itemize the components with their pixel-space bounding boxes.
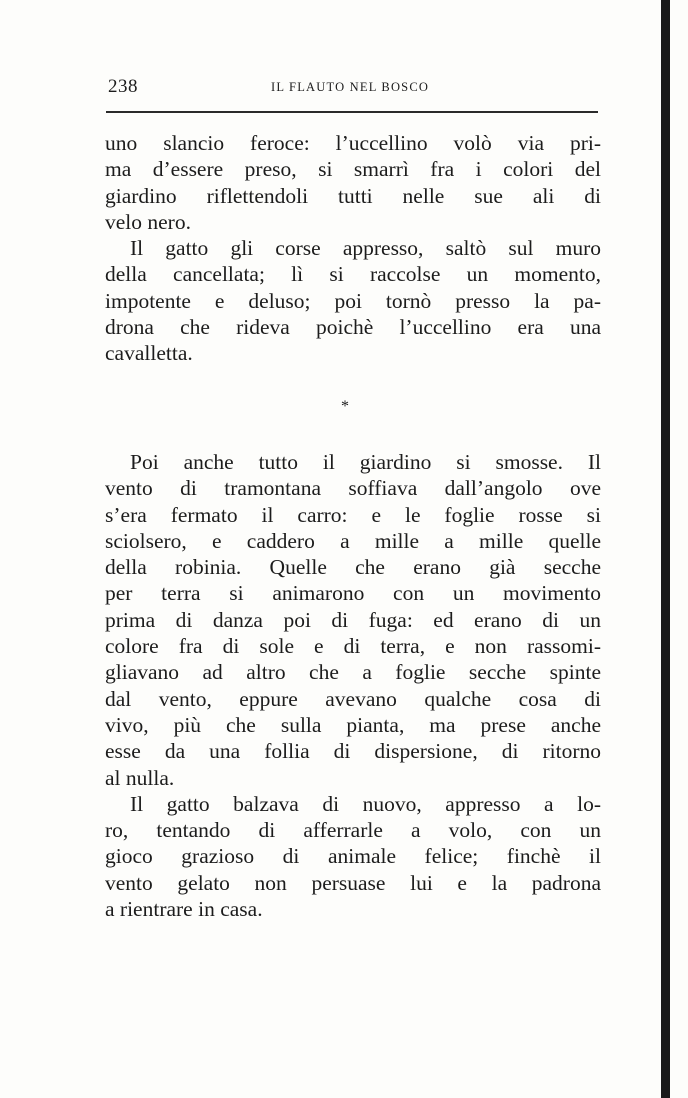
text-line: gliavano ad altro che a foglie secche spinte (105, 660, 601, 685)
text-line: al nulla. (105, 765, 175, 790)
text-line: vivo, più che sulla pianta, ma prese anche (105, 712, 601, 737)
text-line: s’era fermato il carro: e le foglie rosse si (105, 502, 601, 527)
text-line: ma d’essere preso, si smarrì fra i colori del (105, 157, 601, 182)
text-line: Il gatto balzava di nuovo, appresso a lo- (130, 791, 601, 816)
page-number: 238 (108, 76, 138, 97)
header-rule (106, 111, 598, 113)
text-line: vento gelato non persuase lui e la padrona (105, 870, 601, 895)
text-line: esse da una follia di dispersione, di ritorno (105, 739, 601, 764)
running-title: IL FLAUTO NEL BOSCO (271, 80, 430, 94)
text-line: giardino riflettendoli tutti nelle sue ali di (105, 183, 601, 208)
text-line: Poi anche tutto il giardino si smosse. Il (130, 450, 601, 474)
text-line: drona che rideva poichè l’uccellino era una (105, 315, 601, 340)
page-edge-shadow (661, 0, 670, 1098)
text-line: Il gatto gli corse appresso, saltò sul muro (130, 236, 601, 261)
section-break-asterisk: * (341, 398, 349, 415)
text-line: ro, tentando di afferrarle a volo, con un (105, 818, 601, 843)
text-line: velo nero. (105, 209, 191, 234)
text-line: gioco grazioso di animale felice; finchè il (105, 844, 601, 869)
text-line: cavalletta. (105, 341, 193, 366)
text-line: impotente e deluso; poi tornò presso la pa- (105, 288, 601, 313)
text-line: colore fra di sole e di terra, e non rassomi- (105, 634, 601, 659)
text-line: dal vento, eppure avevano qualche cosa di (105, 686, 601, 711)
text-line: vento di tramontana soffiava dall’angolo ove (105, 476, 601, 501)
text-block-second (105, 449, 601, 922)
text-line: uno slancio feroce: l’uccellino volò via pri- (105, 131, 601, 155)
text-line: sciolsero, e caddero a mille a mille quelle (105, 528, 601, 553)
text-line: prima di danza poi di fuga: ed erano di un (105, 607, 601, 632)
text-block-first (105, 130, 601, 367)
text-line: a rientrare in casa. (105, 897, 263, 922)
text-line: per terra si animarono con un movimento (105, 581, 601, 606)
text-line: della cancellata; lì si raccolse un momento, (105, 262, 601, 287)
text-line: della robinia. Quelle che erano già secche (105, 555, 601, 580)
running-header (108, 76, 598, 98)
